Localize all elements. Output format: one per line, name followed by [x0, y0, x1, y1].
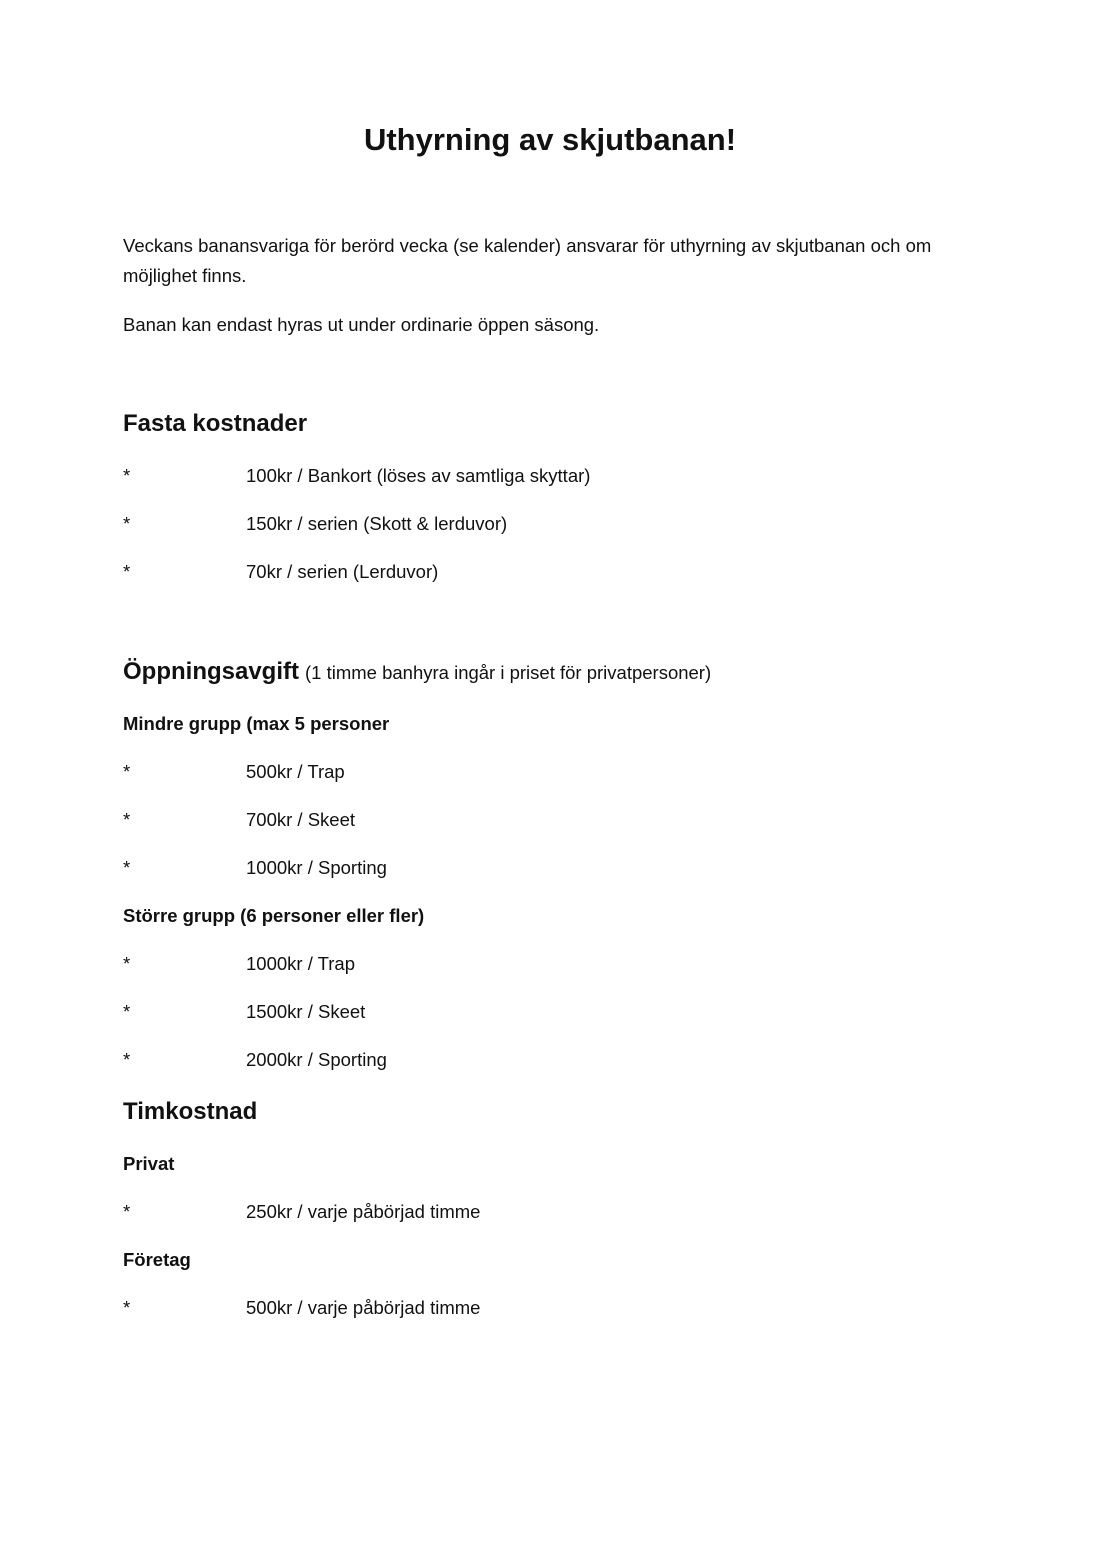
bullet-asterisk: * — [123, 761, 131, 782]
small-group-item: 700kr / Skeet — [246, 809, 356, 830]
bullet-asterisk: * — [123, 1297, 131, 1318]
bullet-asterisk: * — [123, 809, 131, 830]
bullet-asterisk: * — [123, 953, 131, 974]
large-group-heading: Större grupp (6 personer eller fler) — [123, 905, 425, 926]
fixed-cost-item: 70kr / serien (Lerduvor) — [246, 561, 439, 582]
small-group-heading: Mindre grupp (max 5 personer — [123, 713, 390, 734]
bullet-asterisk: * — [123, 857, 131, 878]
small-group-item: 1000kr / Sporting — [246, 857, 387, 878]
large-group-item: 2000kr / Sporting — [246, 1049, 387, 1070]
bullet-asterisk: * — [123, 1201, 131, 1222]
season-paragraph: Banan kan endast hyras ut under ordinarie öppen säsong. — [123, 314, 600, 335]
hourly-cost-heading: Timkostnad — [123, 1098, 258, 1125]
bullet-asterisk: * — [123, 561, 131, 582]
fixed-cost-item: 150kr / serien (Skott & lerduvor) — [246, 513, 508, 534]
bullet-asterisk: * — [123, 465, 131, 486]
opening-fee-title: Öppningsavgift — [123, 658, 299, 685]
fixed-cost-item: 100kr / Bankort (löses av samtliga skyttar) — [246, 465, 591, 486]
intro-paragraph: Veckans banansvariga för berörd vecka (se kalender) ansvarar för uthyrning av skjutbanan och om möjlighet finns. — [123, 235, 932, 286]
company-heading: Företag — [123, 1249, 191, 1270]
large-group-item: 1500kr / Skeet — [246, 1001, 366, 1022]
opening-fee-heading — [123, 655, 711, 690]
small-group-item: 500kr / Trap — [246, 761, 345, 782]
fixed-costs-heading: Fasta kostnader — [123, 410, 308, 437]
bullet-asterisk: * — [123, 1049, 131, 1070]
opening-fee-note: (1 timme banhyra ingår i priset för privatpersoner) — [305, 662, 712, 683]
private-rate-item: 250kr / varje påbörjad timme — [246, 1201, 481, 1222]
page-title: Uthyrning av skjutbanan! — [363, 122, 737, 157]
large-group-item: 1000kr / Trap — [246, 953, 356, 974]
company-rate-item: 500kr / varje påbörjad timme — [246, 1297, 481, 1318]
bullet-asterisk: * — [123, 1001, 131, 1022]
private-heading: Privat — [123, 1153, 175, 1174]
bullet-asterisk: * — [123, 513, 131, 534]
